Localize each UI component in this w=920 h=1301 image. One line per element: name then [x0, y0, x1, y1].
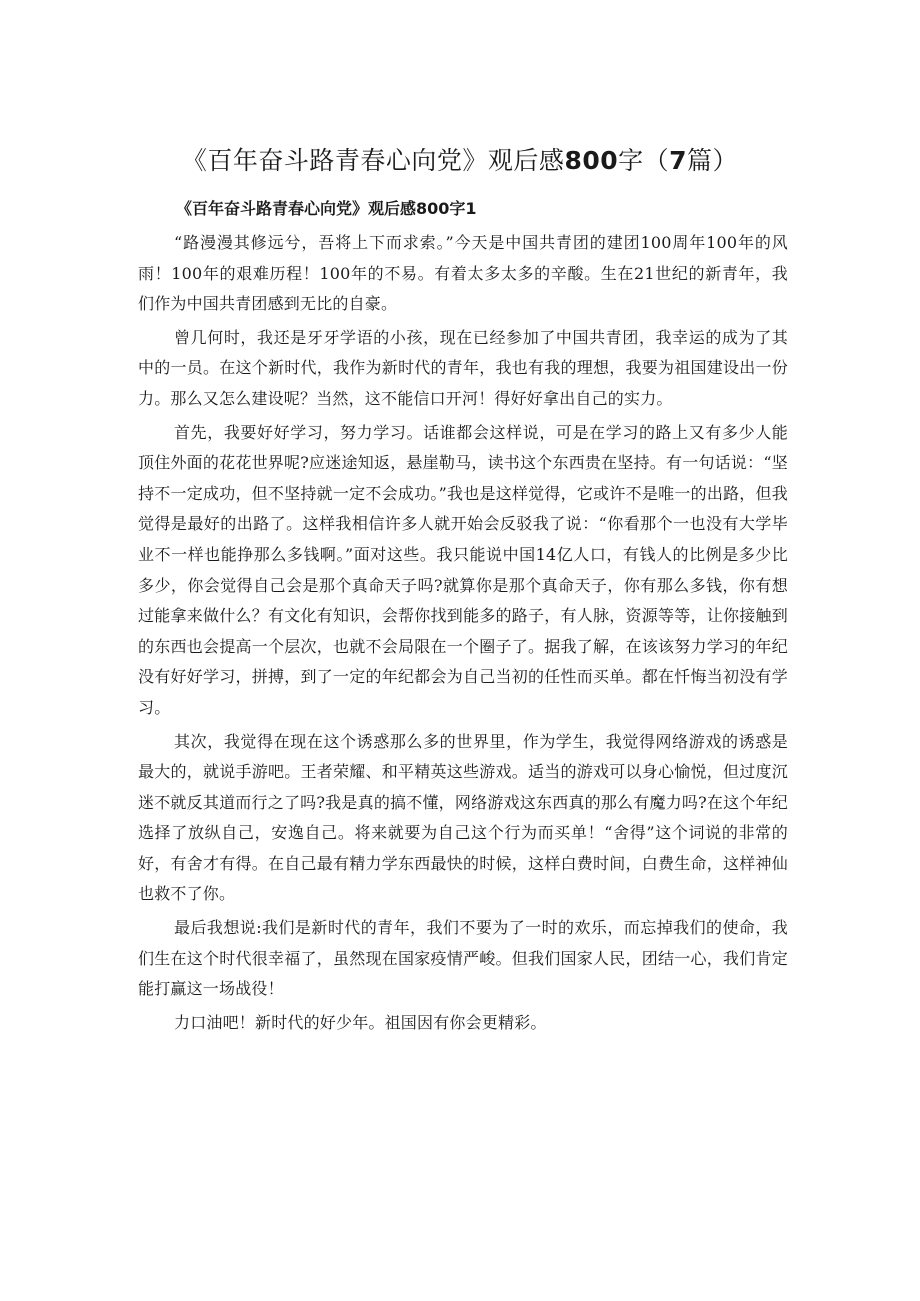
- paragraph: 其次，我觉得在现在这个诱惑那么多的世界里，作为学生，我觉得网络游戏的诱惑是最大的，就说手游吧。王者荣耀、和平精英这些游戏。适当的游戏可以身心愉悦，但过度沉迷不就反其道而行之了吗?我是真的搞不懂，网络游戏这东西真的那么有魔力吗?在这个年纪选择了放纵自己，安逸自己。将来就要为自己这个行为而买单！“舍得”这个词说的非常的好，有舍才有得。在自己最有精力学东西最快的时候，这样白费时间，白费生命，这样神仙也救不了你。: [138, 731, 788, 904]
- document-title: [120, 143, 800, 179]
- paragraph: “路漫漫其修远兮，吾将上下而求索。”今天是中国共青团的建团100周年100年的风雨！100年的艰难历程！100年的不易。有着太多太多的辛酸。生在21世纪的新青年，我们作为中国共青团感到无比的自豪。: [138, 233, 788, 314]
- article-body: [138, 228, 788, 1038]
- paragraph: 力口油吧！新时代的好少年。祖国因有你会更精彩。: [174, 1012, 547, 1032]
- title-count: 800: [564, 146, 619, 175]
- section-title: 《百年奋斗路青春心向党》观后感800字1: [176, 199, 477, 218]
- paragraph: 曾几何时，我还是牙牙学语的小孩，现在已经参加了中国共青团，我幸运的成为了其中的一员。在这个新时代，我作为新时代的青年，我也有我的理想，我要为祖国建设出一份力。那么又怎么建设呢？当然，这不能信口开河！得好好拿出自己的实力。: [138, 327, 788, 408]
- title-prefix: 《百年奋斗路青春心向党》观后感: [181, 146, 565, 175]
- paragraph: 首先，我要好好学习，努力学习。话谁都会这样说，可是在学习的路上又有多少人能顶住外面的花花世界呢?应迷途知返，悬崖勒马，读书这个东西贵在坚持。有一句话说：“坚持不一定成功，但不坚持就一定不会成功。”我也是这样觉得，它或许不是唯一的出路，但我觉得是最好的出路了。这样我相信许多人就开始会反驳我了说：“你看那个一也没有大学毕业不一样也能挣那么多钱啊。”面对这些。我只能说中国14亿人口，有钱人的比例是多少比多少，你会觉得自己会是那个真命天子吗?就算你是那个真命天子，你有那么多钱，你有想过能拿来做什么？有文化有知识，会帮你找到能多的路子，有人脉，资源等等，让你接触到的东西也会提高一个层次，也就不会局限在一个圈子了。据我了解，在该该努力学习的年纪没有好好学习，拼搏，到了一定的年纪都会为自己当初的任性而买单。都在忏悔当初没有学习。: [138, 422, 788, 717]
- paragraph: 最后我想说:我们是新时代的青年，我们不要为了一时的欢乐，而忘掉我们的使命，我们生在这个时代很幸福了，虽然现在国家疫情严峻。但我们国家人民，团结一心，我们肯定能打赢这一场战役！: [138, 918, 788, 999]
- title-parts: 7: [669, 146, 688, 175]
- title-end: 篇）: [687, 146, 739, 175]
- title-suffix: 字（: [618, 146, 670, 175]
